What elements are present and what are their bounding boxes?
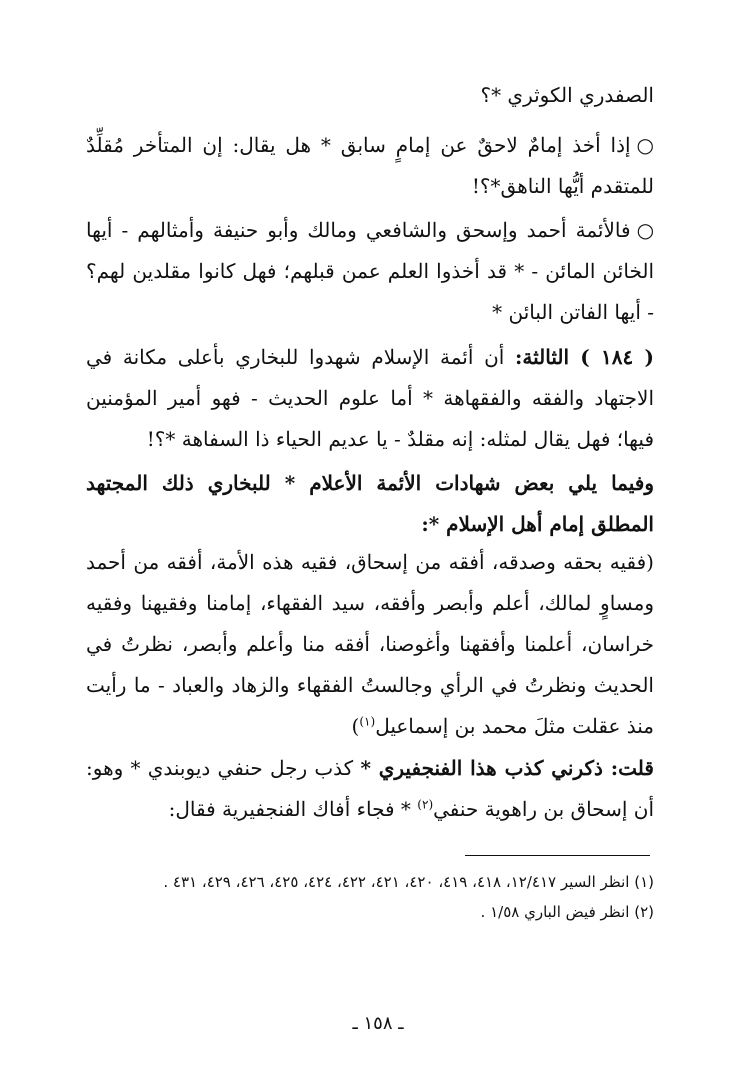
footnote-2: (٢) انظر فيض الباري ١/٥٨ . [480,903,654,921]
footnotes [86,867,654,927]
paragraph-7-label: قلت: ذكرني كذب هذا الفنجفيري * [360,756,654,780]
paragraph-3-text: فالأئمة أحمد وإسحق والشافعي ومالك وأبو حنيفة وأمثالهم - أيها الخائن المائن - * قد أخذوا العلم عمن قبلهم؛ فهل كانوا مقلدين لهم؟ - أيها الفاتن البائن * [86,218,654,324]
footnote-ref-2: (٢) [417,797,434,812]
footnote-1: (١) انظر السير ١٢/٤١٧، ٤١٨، ٤١٩، ٤٢٠، ٤٢١، ٤٢٢، ٤٢٤، ٤٢٥، ٤٢٦، ٤٢٩، ٤٣١ . [163,873,654,891]
paragraph-5 [86,463,654,545]
footnote-ref-1: (١) [359,714,376,729]
section-label: ( ١٨٤ ) الثالثة: [515,345,654,369]
paragraph-7-end: * فجاء أفاك الفنجفيرية فقال: [168,797,411,821]
paragraph-7 [86,748,654,830]
paragraph-6-end: ) [351,714,360,738]
paragraph-3 [86,210,654,333]
paragraph-4 [86,337,654,460]
paragraph-6 [86,542,654,747]
paragraph-7-text: كذب رجل حنفي ديوبندي * وهو: أن إسحاق بن راهوية حنفي [86,756,654,821]
paragraph-5-text: وفيما يلي بعض شهادات الأئمة الأعلام * للبخاري ذلك المجتهد المطلق إمام أهل الإسلام *: [86,471,654,536]
paragraph-2-text: إذا أخذ إمامٌ لاحقٌ عن إمامٍ سابق * هل يقال: إن المتأخر مُقلِّدٌ للمتقدم أيُّها الناهق*؟! [86,133,654,198]
paragraph-4-text: أن أئمة الإسلام شهدوا للبخاري بأعلى مكانة في الاجتهاد والفقه والفقهاهة * أما علوم الحديث - فهو أمير المؤمنين فيها؛ فهل يقال لمثله: إنه مقلدٌ - يا عديم الحياء ذا السفاهة *؟! [86,345,654,451]
paragraph-6-text: (فقيه بحقه وصدقه، أفقه من إسحاق، فقيه هذه الأمة، أفقه من أحمد ومساوٍ لمالك، أعلم وأبصر وأفقه، سيد الفقهاء، إمامنا وفقيهنا وفقيه خراسان، أعلمنا وأفقهنا وأغوصنا، أفقه منا وأعلم وأبصر، نظرتُ في الحديث ونظرتُ في الرأي وجالستُ الفقهاء والزهاد والعباد - ما رأيت منذ عقلت مثلَ محمد بن إسماعيل [86,550,654,738]
paragraph-2 [86,125,654,207]
paragraph-1-text: الصفدري الكوثري *؟ [480,83,654,107]
circle-bullet-icon: ○ [636,133,654,157]
paragraph-1 [86,75,654,116]
circle-bullet-icon: ○ [636,218,655,242]
page-number: ـ ١٥٨ ـ [352,1013,404,1034]
footnote-divider [465,855,650,856]
